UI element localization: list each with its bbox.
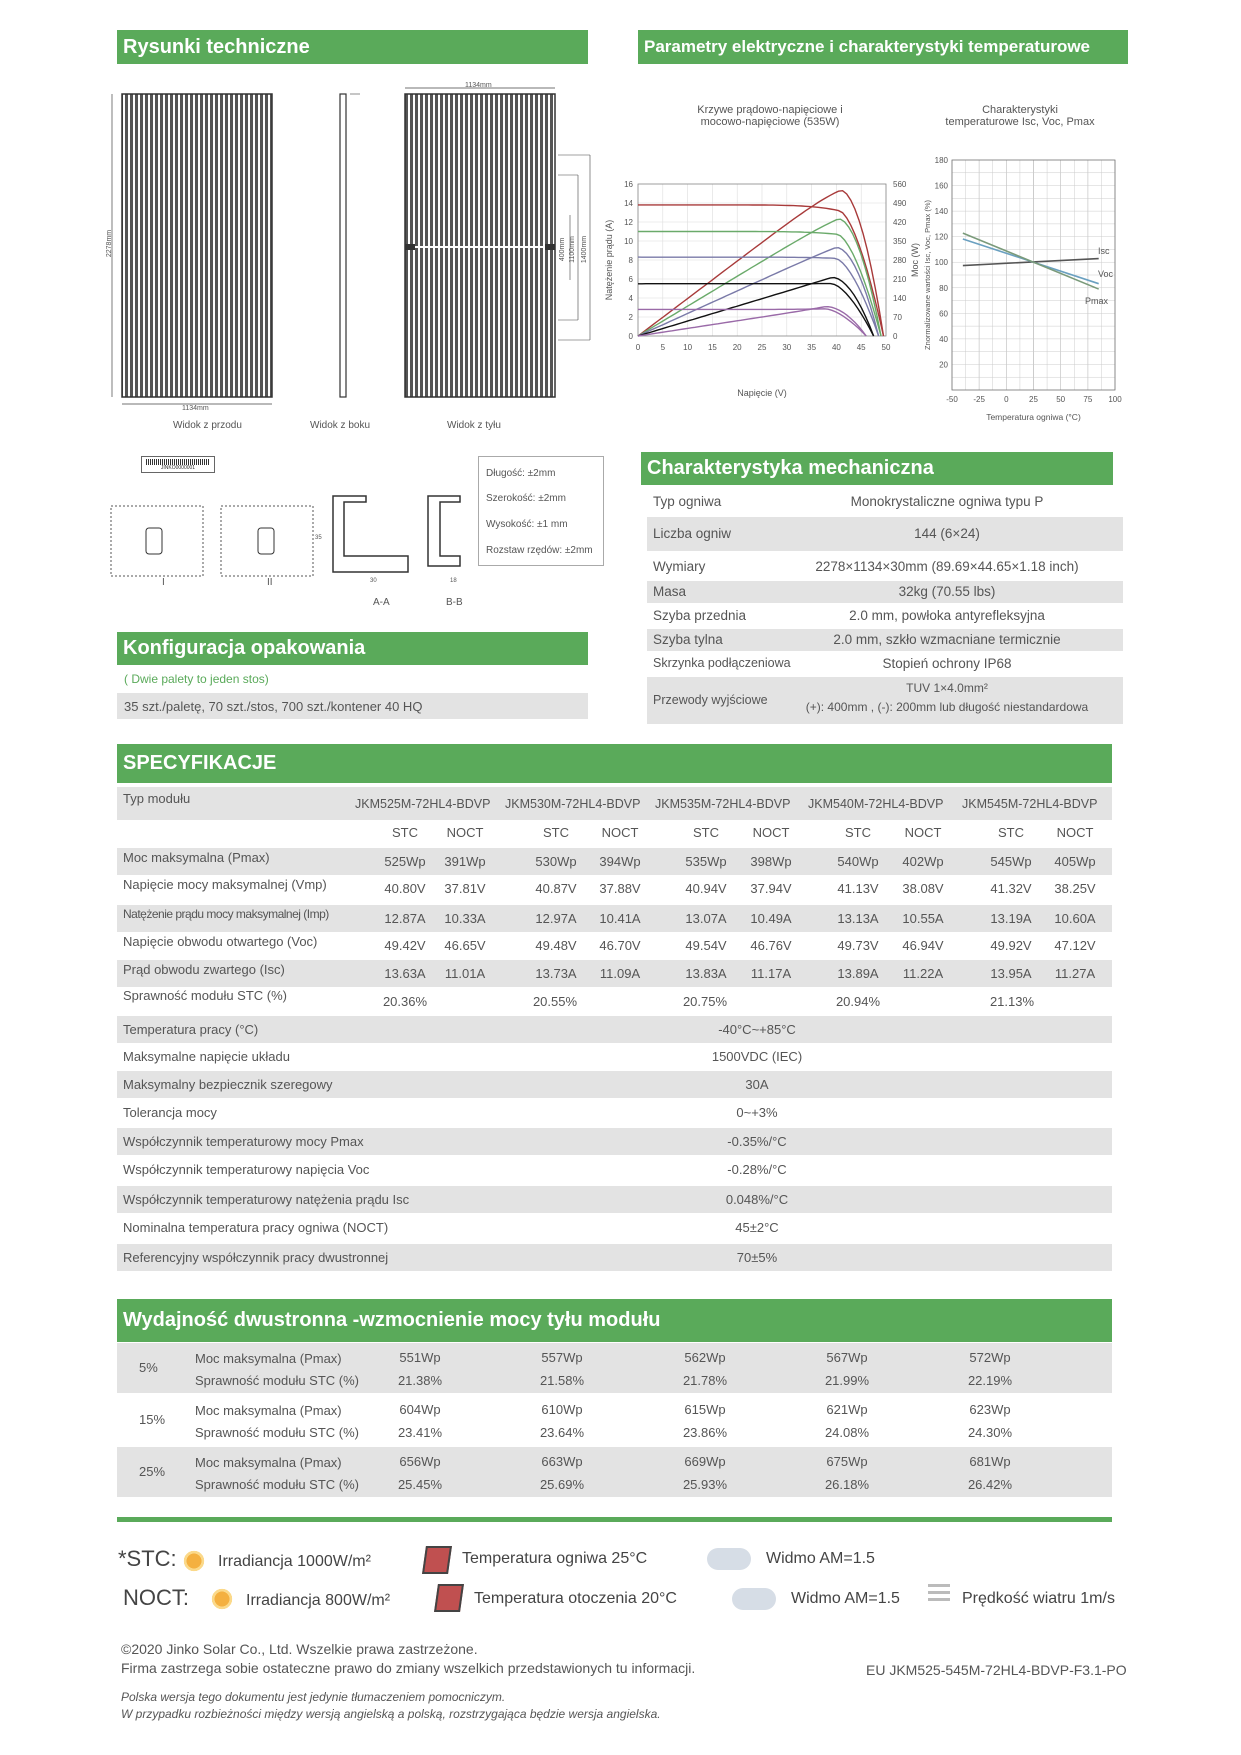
spec-value: 37.94V [750,881,792,896]
mech-value: 2278×1134×30mm (89.69×44.65×1.18 inch) [815,558,1079,574]
stc-header: STC [998,825,1024,840]
y2-tick-label: 70 [893,313,902,322]
pv-curve [638,248,879,336]
translation-note: Polska wersja tego dokumentu jest jedynie tłumaczeniem pomocniczym. [121,1690,506,1704]
section-I-label: I [162,577,165,588]
stc-header: STC [693,825,719,840]
spec-common-row [117,1128,1112,1155]
sun-icon [209,1586,235,1612]
tolerance-row-spacing: Rozstaw rzędów: ±2mm [486,545,593,556]
bifacial-eff-value: 25.93% [682,1477,728,1492]
model-name: JKM545M-72HL4-BDVP [962,797,1098,811]
spec-header: SPECYFIKACJE [117,744,1112,783]
mech-label: Skrzynka podłączeniowa [653,656,791,670]
spec-common-row [117,1099,1112,1126]
mech-label: Wymiary [653,558,706,574]
spec-value: 46.94V [902,938,944,953]
spec-value: 41.13V [837,881,879,896]
section-AA-label: A-A [373,597,390,608]
spec-value: 49.42V [384,938,426,953]
x-tick-label: -25 [973,395,985,404]
bifacial-power-value: 551Wp [399,1350,441,1365]
spec-value: 46.65V [444,938,486,953]
sun-icon [181,1548,207,1574]
spec-common-row [117,1214,1112,1241]
spec-label: Współczynnik temperaturowy natężenia prądu Isc [123,1192,410,1207]
front-view-caption: Widok z przodu [173,420,242,431]
bifacial-eff-value: 26.18% [824,1477,870,1492]
temp-chart-title: Charakterystyki temperaturowe Isc, Voc, Pmax [945,104,1095,128]
spec-value: 530Wp [535,854,577,869]
front-view-drawing [112,94,272,404]
iv-curve [638,309,866,336]
y-tick-label: 0 [628,332,633,341]
stc-temperature: Temperatura ogniwa 25°C [462,1550,648,1567]
mech-row [647,517,1123,551]
spec-label: Natężenie prądu mocy maksymalnej (Imp) [123,907,329,921]
spec-label: Napięcie obwodu otwartego (Voc) [123,934,318,949]
spec-label: Moc maksymalna (Pmax) [123,850,270,865]
bifacial-eff-value: 21.58% [539,1373,585,1388]
discrepancy-note: W przypadku rozbieżności między wersją angielską a polską, rozstrzygająca będzie wersja angielska. [121,1707,661,1721]
mech-label: Przewody wyjściowe [653,692,768,707]
series-label: Pmax [1085,296,1109,306]
bifacial-power-label: Moc maksymalna (Pmax) [195,1351,342,1366]
spec-value: 45±2°C [735,1220,779,1235]
spec-value: 30A [745,1077,769,1092]
y2-tick-label: 560 [893,180,907,189]
spec-value: 49.92V [990,938,1032,953]
bifacial-power-value: 663Wp [541,1454,583,1469]
mech-row [647,677,1123,724]
spec-row [117,932,1112,959]
mech-value: 32kg (70.55 lbs) [898,584,996,599]
spec-value: 49.73V [837,938,879,953]
back-view-caption: Widok z tyłu [447,420,501,431]
spec-label: Tolerancja mocy [123,1105,217,1120]
section-details [108,488,488,608]
spec-value: 37.81V [444,881,486,896]
y-axis-label: Znormalizowane wartości Isc, Voc, Pmax (%) [923,199,932,351]
bifacial-eff-value: 23.86% [682,1425,728,1440]
mech-value: TUV 1×4.0mm² [906,681,988,695]
spec-value: 40.80V [384,881,426,896]
mech-label: Typ ogniwa [653,493,722,509]
spec-value: 402Wp [902,854,944,869]
spec-value: 40.87V [535,881,577,896]
spec-value: 38.25V [1054,881,1096,896]
spec-value: 40.94V [685,881,727,896]
bifacial-eff-value: 21.78% [682,1373,728,1388]
spec-row [117,848,1112,875]
technical-drawings [100,80,610,440]
x-tick-label: 5 [660,343,666,352]
spec-label: Prąd obwodu zwartego (Isc) [123,962,285,977]
x-tick-label: 20 [732,343,742,352]
spec-value: 13.83A [685,966,727,981]
spec-value: 13.07A [685,911,727,926]
spec-value: 545Wp [990,854,1032,869]
efficiency-value: 20.55% [532,994,578,1009]
spec-value: 525Wp [384,854,426,869]
x-axis-label: Napięcie (V) [737,388,787,398]
spec-value: 10.60A [1054,911,1096,926]
spec-value: 10.55A [902,911,944,926]
spec-value: 13.89A [837,966,879,981]
spec-value: 10.41A [599,911,641,926]
model-name: JKM530M-72HL4-BDVP [505,797,641,811]
model-name: JKM535M-72HL4-BDVP [655,797,791,811]
pv-curve [638,307,866,336]
spec-label: Napięcie mocy maksymalnej (Vmp) [123,877,327,892]
y-tick-label: 180 [934,156,948,165]
mech-value: 2.0 mm, szkło wzmacniane termicznie [833,632,1061,647]
spec-label: Maksymalne napięcie układu [123,1049,290,1064]
mech-value: 2.0 mm, powłoka antyrefleksyjna [849,608,1045,623]
y2-tick-label: 140 [893,294,907,303]
packaging-note: ( Dwie palety to jeden stos) [124,672,269,686]
spec-common-row [117,1043,1112,1070]
bifacial-power-value: 681Wp [969,1454,1011,1469]
spec-value: 391Wp [444,854,486,869]
spec-value: 13.95A [990,966,1032,981]
y-tick-label: 60 [939,309,948,319]
spec-value: 0~+3% [736,1105,778,1120]
bifacial-power-value: 675Wp [826,1454,868,1469]
bifacial-group [117,1395,1112,1445]
spec-value: 535Wp [685,854,727,869]
x-tick-label: 0 [635,343,641,352]
green-divider [117,1517,1112,1522]
x-tick-label: 35 [807,343,817,352]
mech-row [647,581,1123,603]
spec-label: Współczynnik temperaturowy napięcia Voc [123,1162,370,1177]
x-tick-label: -50 [946,395,958,404]
bifacial-power-value: 567Wp [826,1350,868,1365]
x-axis-label: Temperatura ogniwa (°C) [986,412,1081,422]
y-tick-label: 140 [934,207,948,217]
ambient-temp-icon [434,1584,464,1612]
electrical-header: Parametry elektryczne i charakterystyki temperaturowe [638,30,1128,64]
y-tick-label: 4 [628,294,633,303]
mech-label: Masa [653,584,687,599]
x-tick-label: 75 [1083,395,1093,404]
y-axis-label: Natężenie prądu (A) [604,219,614,301]
spec-label: Współczynnik temperaturowy mocy Pmax [123,1134,364,1149]
spec-value: 41.32V [990,881,1032,896]
spec-value: 0.048%/°C [725,1192,789,1207]
x-tick-label: 25 [757,343,767,352]
bifacial-power-value: 604Wp [399,1402,441,1417]
mech-value: 144 (6×24) [914,526,980,541]
x-tick-label: 30 [782,343,792,352]
tolerance-length: Długość: ±2mm [486,468,556,479]
spec-value: 47.12V [1054,938,1096,953]
bifacial-power-value: 615Wp [684,1402,726,1417]
stc-spectrum: Widmo AM=1.5 [766,1550,875,1567]
section-II-label: II [267,577,273,588]
barcode-label [141,456,215,473]
bifacial-power-value: 621Wp [826,1402,868,1417]
model-name: JKM540M-72HL4-BDVP [808,797,944,811]
series-label: Isc [1098,246,1110,256]
spec-value: -0.35%/°C [727,1134,787,1149]
noct-temperature: Temperatura otoczenia 20°C [474,1590,677,1607]
stc-label: *STC: [118,1546,177,1571]
spec-value: 13.13A [837,911,879,926]
spec-row [117,960,1112,987]
x-tick-label: 25 [1029,395,1038,404]
side-view-drawing [340,94,360,397]
y-tick-label: 40 [939,334,948,344]
stc-header: STC [543,825,569,840]
spec-label: Nominalna temperatura pracy ogniwa (NOCT) [123,1220,389,1235]
module-type-label: Typ modułu [123,791,191,806]
spec-value: 46.76V [750,938,792,953]
bifacial-power-value: 656Wp [399,1454,441,1469]
packaging-value: 35 szt./paletę, 70 szt./stos, 700 szt./kontener 40 HQ [124,699,423,714]
section-BB-label: B-B [446,597,463,608]
bifacial-eff-label: Sprawność modułu STC (%) [195,1477,359,1492]
bifacial-eff-value: 25.45% [397,1477,443,1492]
temperature-chart [920,150,1130,440]
mechanical-header: Charakterystyka mechaniczna [641,452,1113,485]
cloud-icon [732,1588,776,1610]
y-tick-label: 12 [624,218,633,227]
spec-value: 49.48V [535,938,577,953]
bifacial-power-value: 623Wp [969,1402,1011,1417]
gain-value: 15% [139,1412,166,1427]
spec-value: 13.73A [535,966,577,981]
front-height-dim: 2278mm [106,229,114,258]
spec-common-row [117,1016,1112,1043]
spec-value: 11.27A [1054,966,1096,981]
spec-value: 70±5% [736,1250,778,1265]
x-tick-label: 50 [881,343,891,352]
rights-notice: Firma zastrzega sobie ostateczne prawo do zmiany wszelkich przedstawionych tu informacji. [121,1660,696,1676]
spec-value: -0.28%/°C [727,1162,787,1177]
noct-header: NOCT [904,825,942,840]
spec-common-row [117,1244,1112,1271]
efficiency-value: 20.36% [382,994,428,1009]
spec-label: Referencyjny współczynnik pracy dwustronnej [123,1250,389,1265]
y-tick-label: 10 [624,237,633,246]
efficiency-value: 20.75% [682,994,728,1009]
back-width-dim: 1134mm [465,82,492,89]
mech-label: Szyba przednia [653,608,747,623]
spec-value: 398Wp [750,854,792,869]
bifacial-eff-value: 21.99% [824,1373,870,1388]
dim-1100: 1100mm [568,236,576,263]
dim-30: 30 [370,578,377,584]
iv-curve [638,257,879,336]
dim-1400: 1400mm [581,235,589,264]
spec-label: Maksymalny bezpiecznik szeregowy [123,1077,333,1092]
bifacial-eff-value: 21.38% [397,1373,443,1388]
bifacial-power-value: 557Wp [541,1350,583,1365]
efficiency-row [117,988,1112,1015]
bifacial-power-label: Moc maksymalna (Pmax) [195,1403,342,1418]
bifacial-eff-value: 26.42% [967,1477,1013,1492]
x-tick-label: 40 [831,343,841,352]
spec-value: 394Wp [599,854,641,869]
y2-tick-label: 490 [893,199,907,208]
gain-value: 5% [139,1360,158,1375]
barcode-text: JINKO0000001 [160,465,196,471]
bifacial-eff-value: 22.19% [967,1373,1013,1388]
spec-label: Sprawność modułu STC (%) [123,988,287,1003]
y2-tick-label: 280 [893,256,907,265]
copyright: ©2020 Jinko Solar Co., Ltd. Wszelkie prawa zastrzeżone. [121,1641,478,1657]
spec-value: 11.01A [444,966,486,981]
bifacial-power-value: 572Wp [969,1350,1011,1365]
spec-common-row [117,1156,1112,1183]
tolerance-height: Wysokość: ±1 mm [486,519,568,530]
noct-header: NOCT [601,825,639,840]
noct-header: NOCT [446,825,484,840]
noct-spectrum: Widmo AM=1.5 [791,1590,900,1607]
spec-value: 12.97A [535,911,577,926]
spec-value: 10.49A [750,911,792,926]
spec-value: 13.19A [990,911,1032,926]
stc-irradiance: Irradiancja 1000W/m² [218,1553,371,1570]
document-id: EU JKM525-545M-72HL4-BDVP-F3.1-PO [866,1662,1127,1678]
spec-common-row [117,1071,1112,1098]
y-tick-label: 14 [624,199,633,208]
stc-header: STC [392,825,418,840]
y-tick-label: 16 [624,180,633,189]
dim-18: 18 [450,578,457,584]
bifacial-eff-value: 23.41% [397,1425,443,1440]
model-name: JKM525M-72HL4-BDVP [355,797,491,811]
spec-value: 11.17A [750,966,792,981]
x-tick-label: 50 [1056,395,1066,404]
y-tick-label: 100 [934,258,948,268]
y-tick-label: 160 [934,181,948,191]
x-tick-label: 100 [1108,395,1122,404]
bifacial-group [117,1343,1112,1393]
y-tick-label: 20 [939,360,948,370]
spec-value: 46.70V [599,938,641,953]
spec-common-row [117,1186,1112,1213]
y2-tick-label: 210 [893,275,907,284]
noct-label: NOCT: [123,1585,189,1610]
iv-chart-title: Krzywe prądowo-napięciowe i mocowo-napięciowe (535W) [697,104,843,128]
bifacial-eff-value: 23.64% [539,1425,585,1440]
bifacial-eff-value: 24.08% [824,1425,870,1440]
spec-value: 540Wp [837,854,879,869]
noct-header: NOCT [1056,825,1094,840]
y-tick-label: 120 [934,232,948,242]
y2-axis-label: Moc (W) [910,243,920,277]
y-tick-label: 80 [939,283,948,293]
y2-tick-label: 350 [893,237,907,246]
tolerance-width: Szerokość: ±2mm [486,493,566,504]
spec-row [117,875,1112,902]
x-tick-label: 10 [683,343,693,352]
bifacial-power-value: 610Wp [541,1402,583,1417]
y-tick-label: 6 [628,275,633,284]
mech-row [647,605,1123,627]
spec-value: 12.87A [384,911,426,926]
y-tick-label: 8 [628,256,633,265]
spec-value: -40°C~+85°C [718,1022,796,1037]
mech-label: Liczba ogniw [653,526,732,541]
x-tick-label: 15 [707,343,717,352]
spec-value: 11.09A [599,966,641,981]
spec-value: 11.22A [902,966,944,981]
y2-tick-label: 420 [893,218,907,227]
mech-label: Szyba tylna [653,632,723,647]
bifacial-eff-value: 25.69% [539,1477,585,1492]
tech-drawings-header: Rysunki techniczne [117,30,588,64]
mech-row [647,489,1123,514]
dim-400: 400mm [559,237,567,262]
x-tick-label: 0 [1004,395,1009,404]
x-tick-label: 45 [856,343,866,352]
dim-35: 35 [315,535,322,541]
gain-value: 25% [139,1464,166,1479]
spec-value: 405Wp [1054,854,1096,869]
wind-icon [928,1584,950,1610]
cloud-icon [707,1548,751,1570]
cell-temp-icon [422,1546,452,1574]
mech-row [647,653,1123,675]
bifacial-power-value: 562Wp [684,1350,726,1365]
efficiency-value: 20.94% [835,994,881,1009]
bifacial-header: Wydajność dwustronna -wzmocnienie mocy tyłu modułu [117,1299,1112,1342]
mech-row [647,629,1123,651]
series-label: Voc [1098,269,1114,279]
bifacial-group [117,1447,1112,1497]
side-view-caption: Widok z boku [310,420,371,431]
noct-wind: Prędkość wiatru 1m/s [962,1590,1115,1607]
iv-curve-chart [600,170,920,440]
pv-curve [638,219,881,336]
stc-header: STC [845,825,871,840]
bifacial-eff-label: Sprawność modułu STC (%) [195,1425,359,1440]
bifacial-power-label: Moc maksymalna (Pmax) [195,1455,342,1470]
noct-header: NOCT [752,825,790,840]
mech-row [647,554,1123,579]
spec-value: 13.63A [384,966,426,981]
bifacial-eff-label: Sprawność modułu STC (%) [195,1373,359,1388]
mech-value: Monokrystaliczne ogniwa typu P [850,493,1044,509]
front-width-dim: 1134mm [182,405,209,412]
mech-value: (+): 400mm , (-): 200mm lub długość niestandardowa [805,700,1089,714]
spec-value: 38.08V [902,881,944,896]
packaging-header: Konfiguracja opakowania [117,632,588,665]
spec-label: Temperatura pracy (°C) [123,1022,259,1037]
spec-value: 49.54V [685,938,727,953]
bifacial-power-value: 669Wp [684,1454,726,1469]
efficiency-value: 21.13% [989,994,1035,1009]
spec-value: 37.88V [599,881,641,896]
spec-value: 10.33A [444,911,486,926]
mech-value: Stopień ochrony IP68 [882,656,1012,671]
bifacial-eff-value: 24.30% [967,1425,1013,1440]
temp-series-line [963,233,1099,289]
spec-value: 1500VDC (IEC) [711,1049,803,1064]
spec-row [117,905,1112,932]
y2-tick-label: 0 [893,332,898,341]
y-tick-label: 2 [628,313,633,322]
noct-irradiance: Irradiancja 800W/m² [246,1592,391,1609]
